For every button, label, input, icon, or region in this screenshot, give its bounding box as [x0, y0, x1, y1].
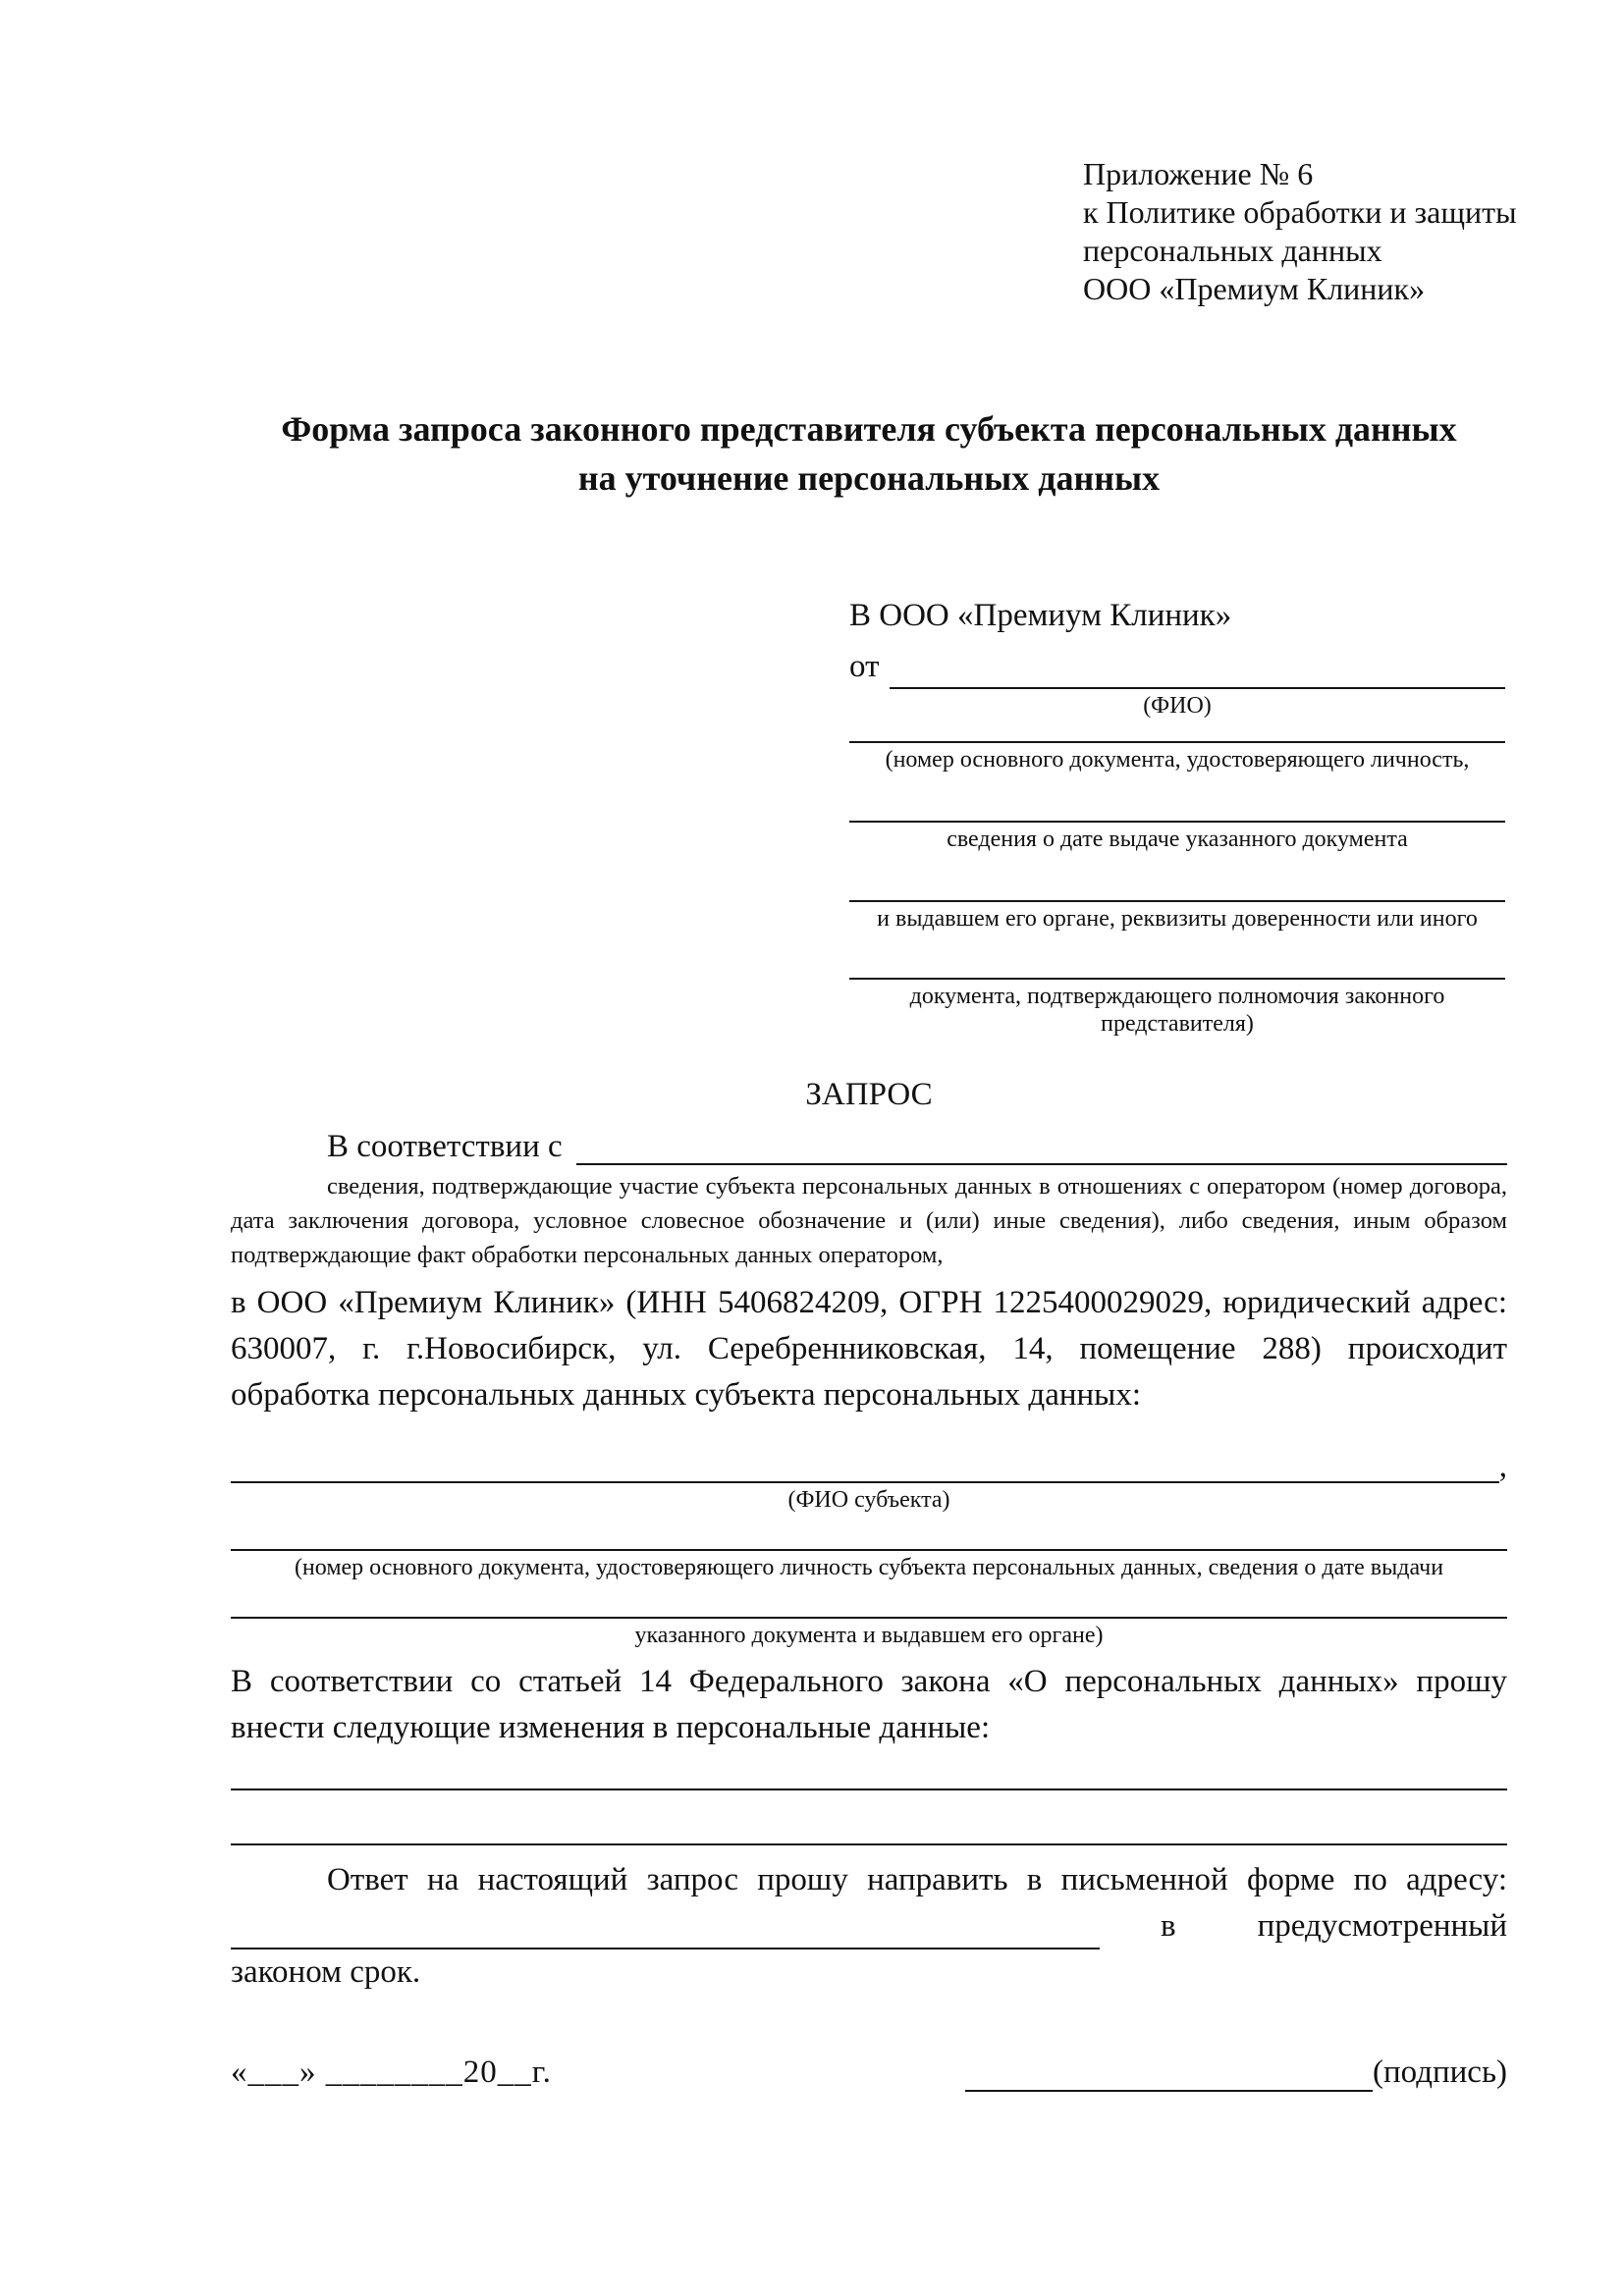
response-term-line: законом срок.	[231, 1954, 421, 1990]
fio-caption: (ФИО)	[1143, 693, 1212, 719]
response-address-blank-line	[231, 1910, 1100, 1949]
appendix-header	[1083, 155, 1517, 308]
in-accordance-label: В соответствии с	[327, 1129, 563, 1164]
issuing-authority-caption: и выдавшем его органе, реквизиты доверенности или иного	[877, 906, 1478, 932]
subject-fio-comma: ,	[1498, 1449, 1507, 1484]
representative-authority-blank-line	[849, 933, 1505, 980]
from-label: от	[849, 649, 880, 684]
changes-blank-line-1	[231, 1751, 1507, 1790]
document-title-line2: на уточнение персональных данных	[577, 458, 1161, 498]
issuing-authority-blank-line	[849, 853, 1505, 902]
document-title-line1: Форма запроса законного представителя субъекта персональных данных	[281, 409, 1457, 449]
response-word-predusmotrenny: предусмотренный	[1257, 1908, 1507, 1944]
article-14-paragraph: В соответствии со статьей 14 Федерального закона «О персональных данных» прошу внести следующие изменения в персональные данные:	[231, 1664, 1507, 1745]
subject-document-caption: (номер основного документа, удостоверяющего личность субъекта персональных данных, сведения о дате выдачи	[294, 1555, 1444, 1580]
addressee-to: В ООО «Премиум Клиник»	[849, 598, 1232, 633]
changes-blank-line-2	[231, 1790, 1507, 1845]
appendix-policy-line2: персональных данных	[1083, 233, 1382, 268]
document-title	[231, 404, 1507, 503]
subject-fio-row	[231, 1444, 1507, 1483]
from-row	[849, 644, 1505, 689]
subject-fio-caption: (ФИО субъекта)	[787, 1487, 950, 1513]
request-heading: ЗАПРОС	[805, 1077, 933, 1112]
response-address-row	[231, 1903, 1507, 1949]
document-number-blank-line	[849, 720, 1505, 743]
addressee-block	[849, 593, 1505, 1038]
response-request-line: Ответ на настоящий запрос прошу направить в письменной форме по адресу:	[327, 1862, 1507, 1897]
date-line: «___» ________20__г.	[231, 2055, 552, 2090]
signature-blank-line	[965, 2055, 1373, 2092]
response-word-v: в	[1161, 1908, 1176, 1944]
appendix-company: ООО «Премиум Клиник»	[1083, 271, 1426, 306]
signature-block	[965, 2053, 1507, 2092]
document-number-caption: (номер основного документа, удостоверяющего личность,	[885, 747, 1470, 773]
fio-blank-line	[890, 650, 1506, 689]
issue-date-caption: сведения о дате выдаче указанного документа	[947, 827, 1408, 852]
subject-document-blank-line	[231, 1514, 1507, 1551]
signature-caption: (подпись)	[1373, 2055, 1507, 2090]
date-signature-row	[231, 2053, 1507, 2092]
document-content	[231, 0, 1517, 2092]
operator-paragraph: в ООО «Премиум Клиник» (ИНН 5406824209, ОГРН 1225400029029, юридический адрес: 630007, г. г.Новосибирск, ул. Серебренниковская, 14, помещение 288) происходит обработка персональных данных субъекта персональных данных:	[231, 1285, 1507, 1413]
subject-fio-blank-line	[231, 1444, 1499, 1483]
issue-date-blank-line	[849, 774, 1505, 823]
appendix-number: Приложение № 6	[1083, 156, 1314, 191]
in-accordance-row	[231, 1126, 1507, 1165]
operator-relation-footnote: сведения, подтверждающие участие субъекта персональных данных в отношениях с оператором (номер договора, дата заключения договора, условное словесное обозначение и (или) иные сведения), либо сведения, иным образом подтверждающие факт обработки персональных данных оператором,	[231, 1173, 1507, 1268]
in-accordance-blank-line	[576, 1126, 1507, 1165]
representative-authority-caption: документа, подтверждающего полномочия законного представителя)	[909, 984, 1445, 1037]
appendix-policy-line1: к Политике обработки и защиты	[1083, 194, 1517, 230]
subject-document-authority-blank-line	[231, 1581, 1507, 1619]
subject-document-authority-caption: указанного документа и выдавшем его органе)	[634, 1623, 1104, 1648]
